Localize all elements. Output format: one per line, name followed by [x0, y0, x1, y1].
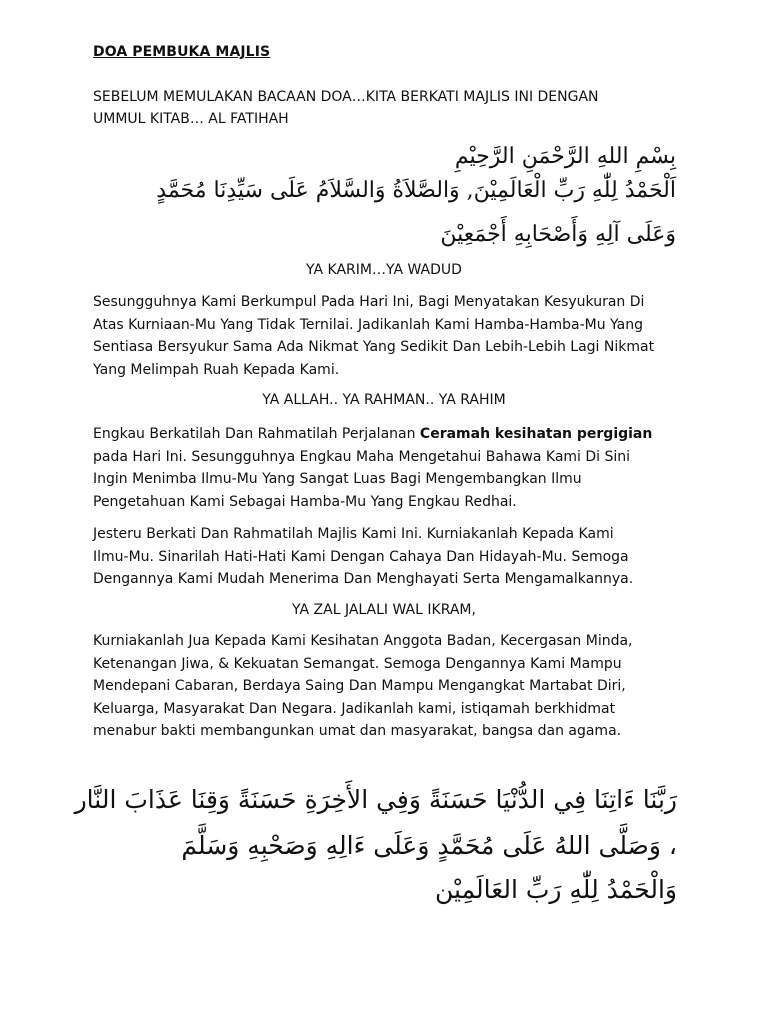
paragraph-1-line-3: Sentiasa Bersyukur Sama Ada Nikmat Yang Sedikit Dan Lebih-Lebih Lagi Nikmat: [93, 339, 655, 355]
intro-text: [93, 86, 653, 130]
arabic-basmalah: بِسْمِ اللهِ الرَّحْمَنِ الرَّحِيْمِ: [454, 144, 676, 169]
event-name-bold: Ceramah kesihatan pergigian: [419, 426, 653, 442]
intro-line-1: SEBELUM MEMULAKAN BACAAN DOA…KITA BERKATI MAJLIS INI DENGAN: [93, 89, 599, 105]
paragraph-2-line-1: Engkau Berkatilah Dan Rahmatilah Perjalanan: [93, 426, 420, 442]
paragraph-1: [93, 291, 693, 381]
paragraph-4: [93, 630, 693, 743]
arabic-closing-line-1: رَبَّنَا ءَاتِنَا فِي الدُّنْيَا حَسَنَةً وَفِي الأَخِرَةِ حَسَنَةً وَقِنَا عَذَابَ النَّار: [74, 785, 677, 814]
paragraph-4-line-3: Mendepani Cabaran, Berdaya Saing Dan Mampu Mengangkat Martabat Diri,: [93, 678, 626, 694]
paragraph-4-line-5: menabur bakti membangunkan umat dan masyarakat, bangsa dan agama.: [93, 723, 622, 739]
heading-ya-karim: YA KARIM…YA WADUD: [306, 262, 462, 278]
paragraph-2-line-4: Pengetahuan Kami Sebagai Hamba-Mu Yang Engkau Redhai.: [93, 493, 517, 510]
paragraph-4-line-1: Kurniakanlah Jua Kepada Kami Kesihatan Anggota Badan, Kecergasan Minda,: [93, 633, 633, 649]
paragraph-1-line-1: Sesungguhnya Kami Berkumpul Pada Hari Ini, Bagi Menyatakan Kesyukuran Di: [93, 294, 645, 310]
heading-ya-allah: YA ALLAH.. YA RAHMAN.. YA RAHIM: [262, 392, 506, 408]
paragraph-3-line-1: Jesteru Berkati Dan Rahmatilah Majlis Kami Ini. Kurniakanlah Kepada Kami: [93, 526, 614, 542]
paragraph-2: [93, 423, 693, 513]
paragraph-2-line-3: Ingin Menimba Ilmu-Mu Yang Sangat Luas Bagi Mengembangkan Ilmu: [93, 471, 582, 487]
paragraph-3: [93, 523, 693, 591]
arabic-opening-line-3: وَعَلَى آلِهِ وَأَصْحَابِهِ أَجْمَعِيْنَ: [440, 222, 676, 247]
intro-line-2: UMMUL KITAB… AL FATIHAH: [93, 111, 289, 127]
paragraph-2-line-2: pada Hari Ini. Sesungguhnya Engkau Maha Mengetahui Bahawa Kami Di Sini: [93, 448, 631, 465]
paragraph-3-line-3: Dengannya Kami Mudah Menerima Dan Menghayati Serta Mengamalkannya.: [93, 571, 634, 587]
paragraph-4-line-2: Ketenangan Jiwa, & Kekuatan Semangat. Semoga Dengannya Kami Mampu: [93, 655, 622, 672]
paragraph-1-line-4: Yang Melimpah Ruah Kepada Kami.: [93, 361, 340, 378]
paragraph-1-line-2: Atas Kurniaan-Mu Yang Tidak Ternilai. Jadikanlah Kami Hamba-Hamba-Mu Yang: [93, 316, 643, 333]
paragraph-4-line-4: Keluarga, Masyarakat Dan Negara. Jadikanlah kami, istiqamah berkhidmat: [93, 700, 616, 717]
paragraph-3-line-2: Ilmu-Mu. Sinarilah Hati-Hati Kami Dengan Cahaya Dan Hidayah-Mu. Semoga: [93, 548, 629, 565]
arabic-closing-line-3: وَالْحَمْدُ لِلّٰهِ رَبِّ العَالَمِيْن: [435, 875, 677, 904]
heading-ya-zal-jalali: YA ZAL JALALI WAL IKRAM,: [292, 602, 476, 618]
document-title: DOA PEMBUKA MAJLIS: [93, 44, 271, 60]
arabic-closing-line-2: ، وَصَلَّى اللهُ عَلَى مُحَمَّدٍ وَعَلَى ءَالِهِ وَصَحْبِهِ وَسَلَّمَ: [181, 831, 677, 860]
arabic-opening-line-2: اَلْحَمْدُ لِلّٰهِ رَبِّ الْعَالَمِيْنَ, وَالصَّلاَةُ وَالسَّلاَمُ عَلَى سَيِّدِنَا مُحَمَّدٍ: [156, 178, 676, 203]
